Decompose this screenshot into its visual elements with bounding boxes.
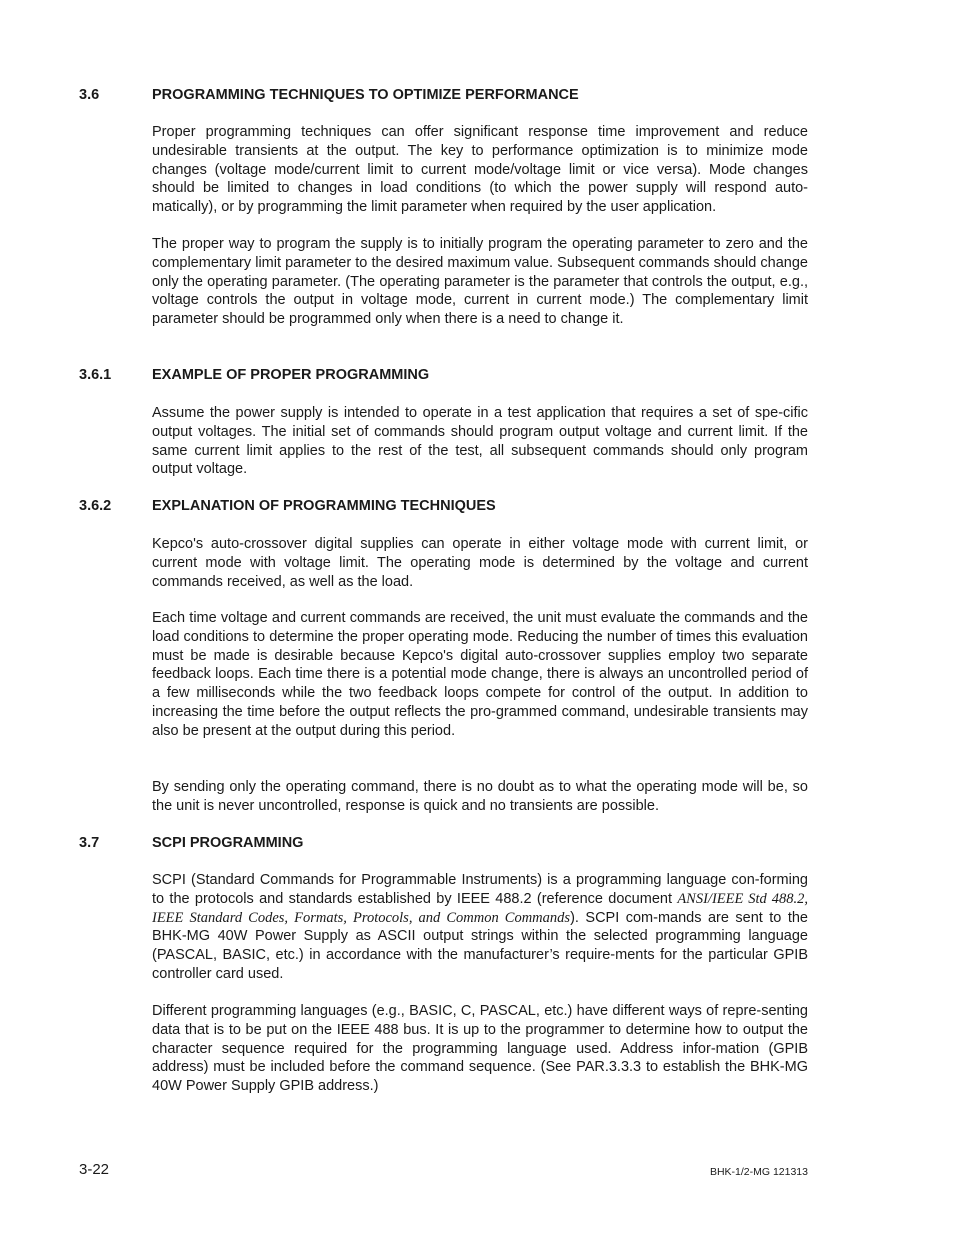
section-title: PROGRAMMING TECHNIQUES TO OPTIMIZE PERFORMANCE (152, 87, 579, 103)
section-3-6-1-heading (79, 366, 429, 384)
section-number: 3.7 (79, 835, 100, 851)
document-id: BHK-1/2-MG 121313 (709, 1166, 808, 1178)
paragraph-8: Different programming languages (e.g., BASIC, C, PASCAL, etc.) have different ways of repre-senting data that is to be put on the IEEE 488 bus. It is up to the programmer to determine how to output the character sequence required for the programming language used. Address infor-mation (GPIB address) must be included before the command sequence. (See PAR.3.3.3 to establish the BHK-MG 40W Power Supply GPIB address.) (152, 1003, 808, 1095)
section-number: 3.6.1 (79, 367, 112, 383)
paragraph-7-text-a: SCPI (Standard Commands for Programmable Instruments) is a programming language con-forming to the protocols and standards established by IEEE 488.2 (reference document (152, 872, 808, 907)
reference-document-title: ANSI/IEEE Std 488.2, IEEE Standard Codes, Formats, Protocols, and Common Commands (152, 890, 808, 926)
section-number: 3.6 (79, 87, 100, 103)
paragraph-7-text-c: ). SCPI com-mands are sent to the BHK-MG 40W Power Supply as ASCII output strings within the selected programming language (PASCAL, BASIC, etc.) in accordance with the manufacturer’s require-ments for the particular GPIB controller card used. (152, 909, 808, 982)
paragraph-1: Proper programming techniques can offer significant response time improvement and reduce undesirable transients at the output. The key to performance optimization is to minimize mode changes (voltage mode/current limit to current mode/voltage limit or vice versa). Mode changes should be limited to changes in load conditions (to which the power supply will respond auto-matically), or by programming the limit parameter when required by the user application. (152, 124, 808, 216)
section-title: SCPI PROGRAMMING (152, 835, 304, 851)
paragraph-5: Each time voltage and current commands are received, the unit must evaluate the commands and the load conditions to determine the proper operating mode. Reducing the number of times this evaluation must be made is desirable because Kepco's digital auto-crossover supplies employ two separate feedback loops. Each time there is a potential mode change, there is always an uncontrolled period of a few milliseconds while the two feedback loops compete for control of the output. In addition to increasing the time before the output reflects the pro-grammed command, undesirable transients may also be present at the output during this period. (152, 610, 808, 739)
page-number: 3-22 (79, 1161, 110, 1178)
paragraph-3: Assume the power supply is intended to operate in a test application that requires a set of spe-cific output voltages. The initial set of commands should program output voltage and current limit. If the same current limit applies to the rest of the test, all subsequent commands should only program output voltage. (152, 405, 808, 478)
section-title: EXPLANATION OF PROGRAMMING TECHNIQUES (152, 498, 496, 514)
section-number: 3.6.2 (79, 498, 112, 514)
paragraph-2: The proper way to program the supply is to initially program the operating parameter to zero and the complementary limit parameter to the desired maximum value. Subsequent commands should change only the operating parameter. (The operating parameter is the parameter that controls the output, e.g., voltage controls the output in voltage mode, current in current mode.) The complementary limit parameter should be programmed only when there is a need to change it. (152, 236, 808, 328)
section-title: EXAMPLE OF PROPER PROGRAMMING (152, 367, 430, 383)
paragraph-6: By sending only the operating command, there is no doubt as to what the operating mode will be, so the unit is never uncontrolled, response is quick and no transients are possible. (152, 779, 808, 814)
paragraph-7 (152, 871, 808, 984)
section-3-6-heading (79, 86, 579, 104)
section-3-7-heading (79, 834, 303, 852)
section-3-6-2-heading (79, 497, 496, 515)
paragraph-4: Kepco's auto-crossover digital supplies can operate in either voltage mode with current limit, or current mode with voltage limit. The operating mode is determined by the voltage and current commands received, as well as the load. (152, 536, 808, 590)
